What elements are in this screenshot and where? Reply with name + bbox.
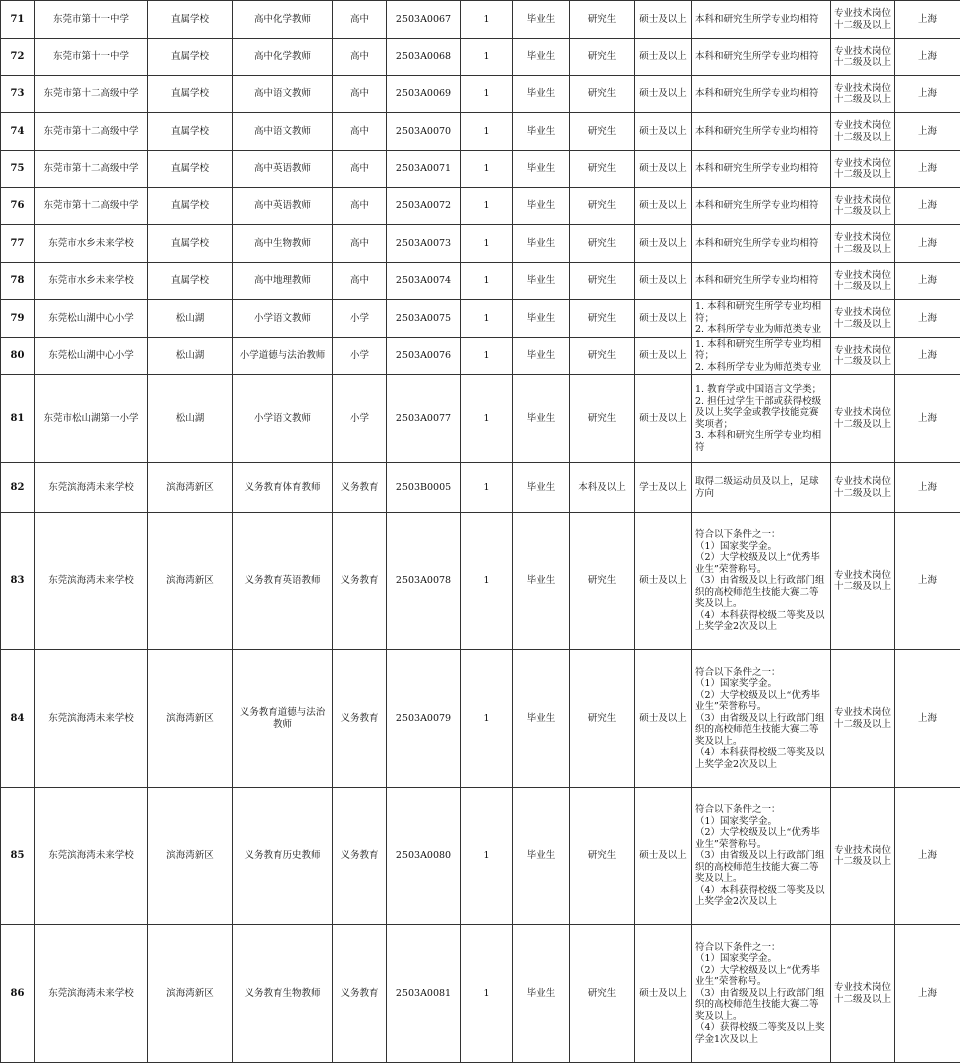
requirement-line: 符合以下条件之一： <box>695 529 781 541</box>
post-grade-cell: 专业技术岗位十二级及以上 <box>831 650 895 788</box>
requirement-line: 本科和研究生所学专业均相符 <box>695 163 819 175</box>
table-row <box>1 151 960 188</box>
row-number-cell: 82 <box>1 463 35 513</box>
requirement-line: （2）大学校级及以上“优秀毕业生”荣誉称号。 <box>695 827 820 850</box>
education-level-cell: 研究生 <box>570 338 635 375</box>
employer-unit-cell: 东莞市水乡未来学校 <box>35 263 148 300</box>
row-number-cell: 83 <box>1 513 35 650</box>
hire-count-cell: 1 <box>461 151 513 188</box>
table-row <box>1 513 960 650</box>
row-number-cell: 73 <box>1 76 35 113</box>
interview-location-cell: 上海 <box>895 151 960 188</box>
education-level-cell: 研究生 <box>570 300 635 338</box>
education-level-cell: 研究生 <box>570 188 635 225</box>
row-number-cell: 84 <box>1 650 35 788</box>
recruit-target-cell: 毕业生 <box>513 925 570 1063</box>
position-name-cell: 高中语文教师 <box>233 76 333 113</box>
degree-requirement-cell: 硕士及以上 <box>635 375 692 463</box>
requirement-line: （4）本科获得校级二等奖及以上奖学金2次及以上 <box>695 884 825 908</box>
degree-requirement-cell: 硕士及以上 <box>635 1 692 39</box>
interview-location-cell: 上海 <box>895 463 960 513</box>
table-row <box>1 463 960 513</box>
hire-count-cell: 1 <box>461 225 513 263</box>
district-cell: 直属学校 <box>148 151 233 188</box>
position-name-cell: 高中语文教师 <box>233 113 333 151</box>
degree-requirement-cell: 硕士及以上 <box>635 113 692 151</box>
position-name-cell: 小学语文教师 <box>233 375 333 463</box>
requirement-line: 本科和研究生所学专业均相符 <box>695 51 819 63</box>
position-code-cell: 2503A0078 <box>387 513 461 650</box>
requirement-line: 1. 本科和研究生所学专业均相符； <box>695 338 822 362</box>
post-grade-cell: 专业技术岗位十二级及以上 <box>831 113 895 151</box>
degree-requirement-cell: 硕士及以上 <box>635 188 692 225</box>
other-requirements-cell <box>692 463 831 513</box>
degree-requirement-cell: 硕士及以上 <box>635 76 692 113</box>
school-stage-cell: 高中 <box>333 76 387 113</box>
employer-unit-cell: 东莞市第十一中学 <box>35 1 148 39</box>
hire-count-cell: 1 <box>461 513 513 650</box>
education-level-cell: 研究生 <box>570 1 635 39</box>
other-requirements-cell <box>692 225 831 263</box>
requirement-line: （3）由省级及以上行政部门组织的高校师范生技能大赛二等奖及以上。 <box>695 712 825 747</box>
employer-unit-cell: 东莞市松山湖第一小学 <box>35 375 148 463</box>
requirement-line: （1）国家奖学金。 <box>695 953 778 965</box>
recruit-target-cell: 毕业生 <box>513 375 570 463</box>
district-cell: 滨海湾新区 <box>148 925 233 1063</box>
hire-count-cell: 1 <box>461 188 513 225</box>
school-stage-cell: 义务教育 <box>333 463 387 513</box>
requirement-line: （3）由省级及以上行政部门组织的高校师范生技能大赛二等奖及以上。 <box>695 575 825 610</box>
district-cell: 滨海湾新区 <box>148 650 233 788</box>
row-number-cell: 80 <box>1 338 35 375</box>
hire-count-cell: 1 <box>461 300 513 338</box>
education-level-cell: 研究生 <box>570 925 635 1063</box>
post-grade-cell: 专业技术岗位十二级及以上 <box>831 39 895 76</box>
post-grade-cell: 专业技术岗位十二级及以上 <box>831 76 895 113</box>
recruit-target-cell: 毕业生 <box>513 300 570 338</box>
requirement-line: 本科和研究生所学专业均相符 <box>695 13 819 25</box>
school-stage-cell: 小学 <box>333 375 387 463</box>
education-level-cell: 研究生 <box>570 225 635 263</box>
other-requirements-cell <box>692 650 831 788</box>
employer-unit-cell: 东莞滨海湾未来学校 <box>35 513 148 650</box>
other-requirements-cell <box>692 300 831 338</box>
post-grade-cell: 专业技术岗位十二级及以上 <box>831 151 895 188</box>
row-number-cell: 77 <box>1 225 35 263</box>
other-requirements-cell <box>692 925 831 1063</box>
degree-requirement-cell: 硕士及以上 <box>635 263 692 300</box>
requirement-line: 2. 本科所学专业为师范类专业 <box>695 324 822 336</box>
hire-count-cell: 1 <box>461 263 513 300</box>
position-code-cell: 2503A0071 <box>387 151 461 188</box>
employer-unit-cell: 东莞松山湖中心小学 <box>35 300 148 338</box>
other-requirements-cell <box>692 375 831 463</box>
requirement-line: 2. 担任过学生干部或获得校级及以上奖学金或教学技能竞赛奖项者； <box>695 395 822 430</box>
post-grade-cell: 专业技术岗位十二级及以上 <box>831 788 895 925</box>
education-level-cell: 研究生 <box>570 76 635 113</box>
requirement-line: 符合以下条件之一： <box>695 941 781 953</box>
table-row <box>1 39 960 76</box>
post-grade-cell: 专业技术岗位十二级及以上 <box>831 263 895 300</box>
school-stage-cell: 高中 <box>333 225 387 263</box>
recruit-target-cell: 毕业生 <box>513 151 570 188</box>
hire-count-cell: 1 <box>461 463 513 513</box>
degree-requirement-cell: 学士及以上 <box>635 463 692 513</box>
school-stage-cell: 高中 <box>333 263 387 300</box>
position-name-cell: 义务教育体育教师 <box>233 463 333 513</box>
education-level-cell: 研究生 <box>570 650 635 788</box>
row-number-cell: 86 <box>1 925 35 1063</box>
employer-unit-cell: 东莞市第十二高级中学 <box>35 76 148 113</box>
position-code-cell: 2503A0074 <box>387 263 461 300</box>
school-stage-cell: 高中 <box>333 39 387 76</box>
position-code-cell: 2503B0005 <box>387 463 461 513</box>
interview-location-cell: 上海 <box>895 650 960 788</box>
requirement-line: 3. 本科和研究生所学专业均相符 <box>695 430 822 453</box>
post-grade-cell: 专业技术岗位十二级及以上 <box>831 513 895 650</box>
interview-location-cell: 上海 <box>895 513 960 650</box>
school-stage-cell: 高中 <box>333 1 387 39</box>
requirement-line: 本科和研究生所学专业均相符 <box>695 125 819 137</box>
requirement-line: 1. 本科和研究生所学专业均相符； <box>695 301 822 324</box>
interview-location-cell: 上海 <box>895 113 960 151</box>
school-stage-cell: 义务教育 <box>333 788 387 925</box>
row-number-cell: 74 <box>1 113 35 151</box>
row-number-cell: 75 <box>1 151 35 188</box>
position-name-cell: 高中英语教师 <box>233 188 333 225</box>
table-row <box>1 650 960 788</box>
requirement-line: 符合以下条件之一： <box>695 666 781 678</box>
degree-requirement-cell: 硕士及以上 <box>635 151 692 188</box>
position-code-cell: 2503A0079 <box>387 650 461 788</box>
district-cell: 滨海湾新区 <box>148 788 233 925</box>
degree-requirement-cell: 硕士及以上 <box>635 338 692 375</box>
education-level-cell: 研究生 <box>570 151 635 188</box>
degree-requirement-cell: 硕士及以上 <box>635 788 692 925</box>
hire-count-cell: 1 <box>461 1 513 39</box>
employer-unit-cell: 东莞市第十一中学 <box>35 39 148 76</box>
table-row <box>1 375 960 463</box>
interview-location-cell: 上海 <box>895 188 960 225</box>
hire-count-cell: 1 <box>461 76 513 113</box>
other-requirements-cell <box>692 113 831 151</box>
position-code-cell: 2503A0080 <box>387 788 461 925</box>
employer-unit-cell: 东莞市第十二高级中学 <box>35 113 148 151</box>
position-code-cell: 2503A0067 <box>387 1 461 39</box>
degree-requirement-cell: 硕士及以上 <box>635 925 692 1063</box>
degree-requirement-cell: 硕士及以上 <box>635 300 692 338</box>
district-cell: 直属学校 <box>148 39 233 76</box>
position-name-cell: 高中生物教师 <box>233 225 333 263</box>
recruit-target-cell: 毕业生 <box>513 113 570 151</box>
requirement-line: 1. 教育学或中国语言文学类； <box>695 384 822 395</box>
school-stage-cell: 小学 <box>333 338 387 375</box>
position-code-cell: 2503A0081 <box>387 925 461 1063</box>
table-body <box>1 1 960 1063</box>
requirement-line: （4）获得校级二等奖及以上奖学金1次及以上 <box>695 1022 825 1045</box>
table-row <box>1 300 960 338</box>
post-grade-cell: 专业技术岗位十二级及以上 <box>831 338 895 375</box>
employer-unit-cell: 东莞滨海湾未来学校 <box>35 788 148 925</box>
employer-unit-cell: 东莞市第十二高级中学 <box>35 188 148 225</box>
interview-location-cell: 上海 <box>895 225 960 263</box>
school-stage-cell: 高中 <box>333 151 387 188</box>
district-cell: 直属学校 <box>148 1 233 39</box>
recruit-target-cell: 毕业生 <box>513 788 570 925</box>
hire-count-cell: 1 <box>461 788 513 925</box>
education-level-cell: 研究生 <box>570 375 635 463</box>
district-cell: 直属学校 <box>148 225 233 263</box>
post-grade-cell: 专业技术岗位十二级及以上 <box>831 1 895 39</box>
requirement-line: （2）大学校级及以上“优秀毕业生”荣誉称号。 <box>695 552 820 575</box>
row-number-cell: 71 <box>1 1 35 39</box>
recruit-target-cell: 毕业生 <box>513 76 570 113</box>
requirement-line: （1）国家奖学金。 <box>695 678 778 690</box>
employer-unit-cell: 东莞滨海湾未来学校 <box>35 650 148 788</box>
requirement-line: （2）大学校级及以上“优秀毕业生”荣誉称号。 <box>695 964 820 988</box>
other-requirements-cell <box>692 151 831 188</box>
employer-unit-cell: 东莞市水乡未来学校 <box>35 225 148 263</box>
interview-location-cell: 上海 <box>895 263 960 300</box>
other-requirements-cell <box>692 513 831 650</box>
post-grade-cell: 专业技术岗位十二级及以上 <box>831 925 895 1063</box>
education-level-cell: 研究生 <box>570 263 635 300</box>
table-row <box>1 188 960 225</box>
school-stage-cell: 高中 <box>333 113 387 151</box>
interview-location-cell: 上海 <box>895 1 960 39</box>
position-code-cell: 2503A0076 <box>387 338 461 375</box>
table-row <box>1 263 960 300</box>
recruit-target-cell: 毕业生 <box>513 513 570 650</box>
district-cell: 直属学校 <box>148 113 233 151</box>
other-requirements-cell <box>692 76 831 113</box>
post-grade-cell: 专业技术岗位十二级及以上 <box>831 463 895 513</box>
recruit-target-cell: 毕业生 <box>513 39 570 76</box>
district-cell: 松山湖 <box>148 338 233 375</box>
interview-location-cell: 上海 <box>895 39 960 76</box>
position-code-cell: 2503A0069 <box>387 76 461 113</box>
requirement-line: （4）本科获得校级二等奖及以上奖学金2次及以上 <box>695 609 825 633</box>
recruit-target-cell: 毕业生 <box>513 1 570 39</box>
requirement-line: （4）本科获得校级二等奖及以上奖学金2次及以上 <box>695 747 825 770</box>
other-requirements-cell <box>692 788 831 925</box>
requirement-line: 取得二级运动员及以上，足球方向 <box>695 476 819 499</box>
post-grade-cell: 专业技术岗位十二级及以上 <box>831 188 895 225</box>
position-name-cell: 高中化学教师 <box>233 39 333 76</box>
district-cell: 滨海湾新区 <box>148 513 233 650</box>
requirement-line: 本科和研究生所学专业均相符 <box>695 200 819 212</box>
education-level-cell: 研究生 <box>570 113 635 151</box>
requirement-line: 本科和研究生所学专业均相符 <box>695 88 819 100</box>
school-stage-cell: 义务教育 <box>333 513 387 650</box>
post-grade-cell: 专业技术岗位十二级及以上 <box>831 300 895 338</box>
interview-location-cell: 上海 <box>895 788 960 925</box>
position-code-cell: 2503A0072 <box>387 188 461 225</box>
position-name-cell: 高中地理教师 <box>233 263 333 300</box>
position-name-cell: 高中英语教师 <box>233 151 333 188</box>
row-number-cell: 72 <box>1 39 35 76</box>
hire-count-cell: 1 <box>461 375 513 463</box>
table-row <box>1 1 960 39</box>
position-name-cell: 义务教育道德与法治教师 <box>233 650 333 788</box>
row-number-cell: 79 <box>1 300 35 338</box>
school-stage-cell: 小学 <box>333 300 387 338</box>
hire-count-cell: 1 <box>461 39 513 76</box>
other-requirements-cell <box>692 39 831 76</box>
requirement-line: 符合以下条件之一： <box>695 804 781 816</box>
recruit-target-cell: 毕业生 <box>513 263 570 300</box>
district-cell: 直属学校 <box>148 263 233 300</box>
interview-location-cell: 上海 <box>895 375 960 463</box>
position-code-cell: 2503A0068 <box>387 39 461 76</box>
position-name-cell: 小学道德与法治教师 <box>233 338 333 375</box>
employer-unit-cell: 东莞松山湖中心小学 <box>35 338 148 375</box>
education-level-cell: 研究生 <box>570 788 635 925</box>
school-stage-cell: 义务教育 <box>333 925 387 1063</box>
table-row <box>1 113 960 151</box>
district-cell: 直属学校 <box>148 188 233 225</box>
requirement-line: （2）大学校级及以上“优秀毕业生”荣誉称号。 <box>695 689 820 713</box>
other-requirements-cell <box>692 338 831 375</box>
requirement-line: 本科和研究生所学专业均相符 <box>695 275 819 287</box>
school-stage-cell: 高中 <box>333 188 387 225</box>
requirement-line: 2. 本科所学专业为师范类专业 <box>695 361 822 373</box>
table-row <box>1 76 960 113</box>
degree-requirement-cell: 硕士及以上 <box>635 513 692 650</box>
table-row <box>1 338 960 375</box>
position-code-cell: 2503A0073 <box>387 225 461 263</box>
recruit-target-cell: 毕业生 <box>513 463 570 513</box>
employer-unit-cell: 东莞滨海湾未来学校 <box>35 463 148 513</box>
district-cell: 直属学校 <box>148 76 233 113</box>
education-level-cell: 研究生 <box>570 39 635 76</box>
requirement-line: （1）国家奖学金。 <box>695 815 778 827</box>
row-number-cell: 78 <box>1 263 35 300</box>
school-stage-cell: 义务教育 <box>333 650 387 788</box>
hire-count-cell: 1 <box>461 650 513 788</box>
employer-unit-cell: 东莞滨海湾未来学校 <box>35 925 148 1063</box>
district-cell: 松山湖 <box>148 375 233 463</box>
table-row <box>1 925 960 1063</box>
interview-location-cell: 上海 <box>895 338 960 375</box>
position-code-cell: 2503A0075 <box>387 300 461 338</box>
position-name-cell: 义务教育英语教师 <box>233 513 333 650</box>
interview-location-cell: 上海 <box>895 925 960 1063</box>
employer-unit-cell: 东莞市第十二高级中学 <box>35 151 148 188</box>
row-number-cell: 76 <box>1 188 35 225</box>
interview-location-cell: 上海 <box>895 300 960 338</box>
position-code-cell: 2503A0077 <box>387 375 461 463</box>
row-number-cell: 85 <box>1 788 35 925</box>
degree-requirement-cell: 硕士及以上 <box>635 39 692 76</box>
position-name-cell: 小学语文教师 <box>233 300 333 338</box>
other-requirements-cell <box>692 188 831 225</box>
recruit-target-cell: 毕业生 <box>513 225 570 263</box>
requirement-line: （3）由省级及以上行政部门组织的高校师范生技能大赛二等奖及以上。 <box>695 987 825 1022</box>
interview-location-cell: 上海 <box>895 76 960 113</box>
position-name-cell: 义务教育生物教师 <box>233 925 333 1063</box>
post-grade-cell: 专业技术岗位十二级及以上 <box>831 225 895 263</box>
position-code-cell: 2503A0070 <box>387 113 461 151</box>
requirement-line: （3）由省级及以上行政部门组织的高校师范生技能大赛二等奖及以上。 <box>695 850 825 885</box>
row-number-cell: 81 <box>1 375 35 463</box>
hire-count-cell: 1 <box>461 338 513 375</box>
other-requirements-cell <box>692 263 831 300</box>
degree-requirement-cell: 硕士及以上 <box>635 225 692 263</box>
education-level-cell: 研究生 <box>570 513 635 650</box>
position-name-cell: 义务教育历史教师 <box>233 788 333 925</box>
hire-count-cell: 1 <box>461 925 513 1063</box>
recruit-target-cell: 毕业生 <box>513 338 570 375</box>
other-requirements-cell <box>692 1 831 39</box>
requirement-line: 本科和研究生所学专业均相符 <box>695 237 819 249</box>
district-cell: 松山湖 <box>148 300 233 338</box>
education-level-cell: 本科及以上 <box>570 463 635 513</box>
post-grade-cell: 专业技术岗位十二级及以上 <box>831 375 895 463</box>
district-cell: 滨海湾新区 <box>148 463 233 513</box>
position-name-cell: 高中化学教师 <box>233 1 333 39</box>
recruit-target-cell: 毕业生 <box>513 188 570 225</box>
recruit-target-cell: 毕业生 <box>513 650 570 788</box>
hire-count-cell: 1 <box>461 113 513 151</box>
table-row <box>1 225 960 263</box>
table-row <box>1 788 960 925</box>
requirement-line: （1）国家奖学金。 <box>695 540 778 552</box>
degree-requirement-cell: 硕士及以上 <box>635 650 692 788</box>
